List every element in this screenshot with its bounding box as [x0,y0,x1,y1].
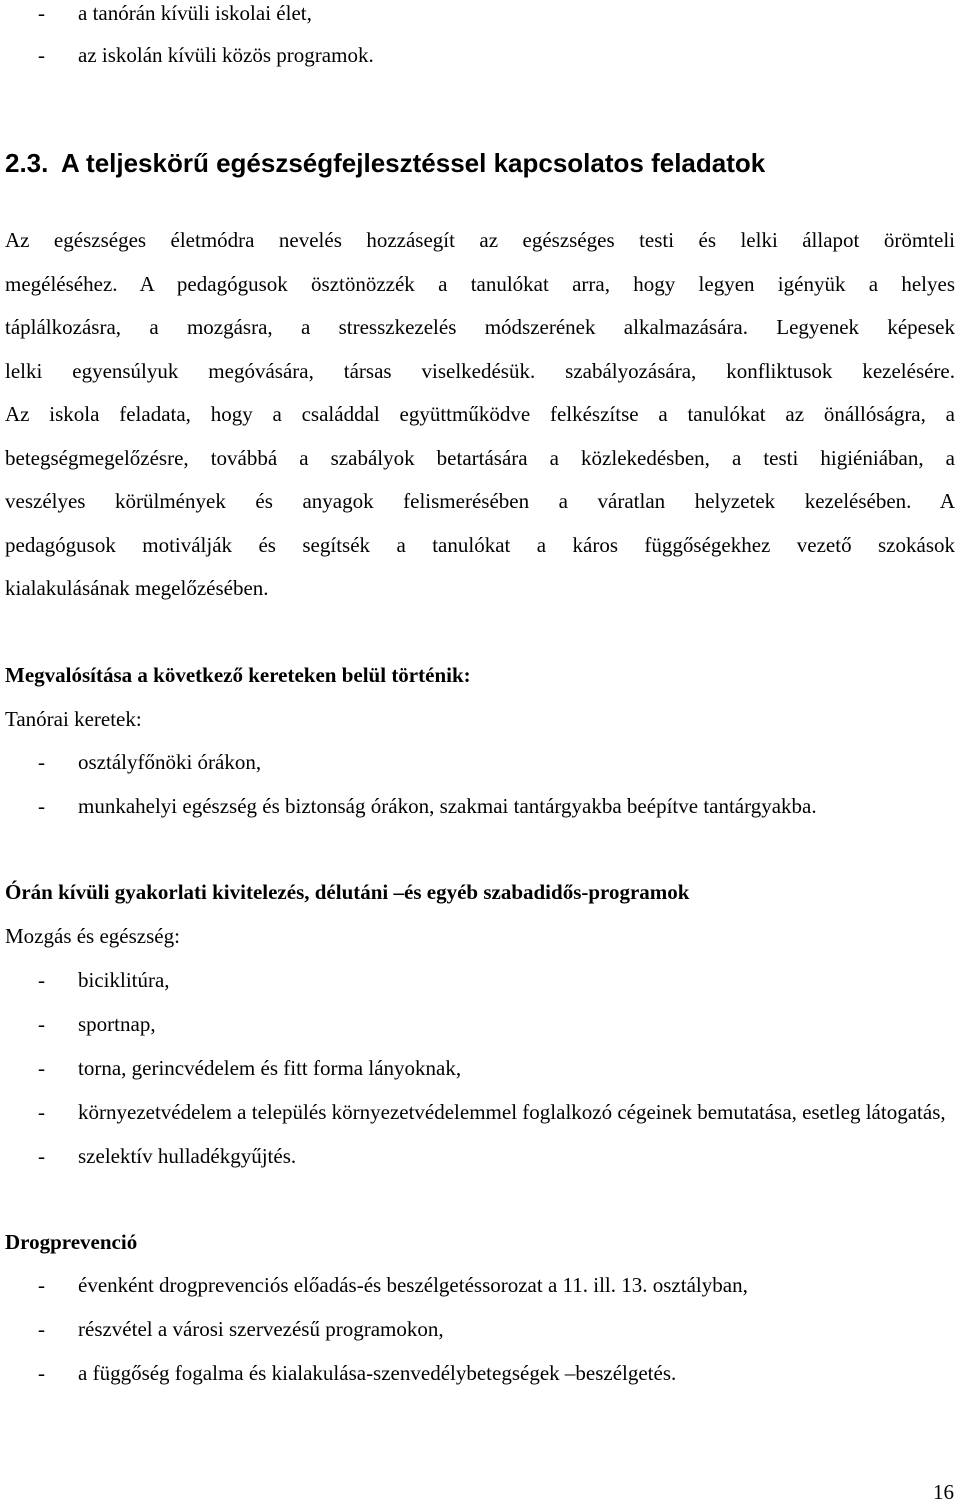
page-number: 16 [933,1480,954,1504]
list-dash: - [38,1012,45,1036]
paragraph-line: pedagógusok motiválják és segítsék a tanulókat a káros függőségekhez vezető szokások [5,533,955,557]
list-item [5,740,955,784]
list-item-text: osztályfőnöki órákon, [78,750,262,774]
list-item-text: részvétel a városi szervezésű programokon, [78,1317,444,1341]
list-item [5,784,955,828]
list-item-text: munkahelyi egészség és biztonság órákon, szakmai tantárgyakba beépítve tantárgyakba. [78,794,817,818]
list-item [5,1002,955,1046]
paragraph-line: lelki egyensúlyuk megóvására, társas viselkedésük. szabályozására, konfliktusok kezelésére. [5,359,955,383]
list-item-text: biciklitúra, [78,968,170,992]
list-item [5,1090,955,1134]
list-dash: - [38,1273,45,1297]
list-item [5,0,955,35]
extracurricular-subheading: Mozgás és egészség: [5,924,180,948]
paragraph-line: Az egészséges életmódra nevelés hozzásegít az egészséges testi és lelki állapot örömteli [5,228,955,252]
paragraph-line: veszélyes körülmények és anyagok felismerésében a váratlan helyzetek kezelésében. A [5,489,955,513]
list-dash: - [38,1317,45,1341]
list-item [5,1351,955,1395]
list-item-text: évenként drogprevenciós előadás-és beszélgetéssorozat a 11. ill. 13. osztályban, [78,1273,748,1297]
list-item [5,1046,955,1090]
section-number: 2.3. [5,148,49,178]
list-dash: - [38,1361,45,1385]
section-title: A teljeskörű egészségfejlesztéssel kapcsolatos feladatok [61,148,766,178]
extracurricular-heading-part2: –és egyéb szabadidős-programok [393,880,690,904]
list-item-text: a függőség fogalma és kialakulása-szenvedélybetegségek –beszélgetés. [78,1361,677,1385]
list-item-text: környezetvédelem a település környezetvédelemmel foglalkozó cégeinek bemutatása, esetleg látogatás, [78,1100,946,1124]
section-heading [5,141,765,185]
list-item-text: sportnap, [78,1012,156,1036]
extracurricular-heading-part1: Órán kívüli gyakorlati kivitelezés, délutáni [5,880,394,904]
list-item [5,1134,955,1178]
list-item-text: torna, gerincvédelem és fitt forma lányoknak, [78,1056,462,1080]
list-item-text: az iskolán kívüli közös programok. [78,43,374,67]
implementation-heading: Megvalósítása a következő kereteken belül történik: [5,663,471,687]
implementation-subheading: Tanórai keretek: [5,707,142,731]
list-item [5,1307,955,1351]
list-dash: - [38,968,45,992]
list-item [5,1263,955,1307]
list-dash: - [38,1100,45,1124]
list-dash: - [38,1144,45,1168]
list-item-text: szelektív hulladékgyűjtés. [78,1144,297,1168]
implementation-list [5,740,955,828]
extracurricular-list [5,958,955,1178]
paragraph-line: kialakulásának megelőzésében. [5,576,269,600]
list-dash: - [38,1,45,25]
list-item-text: a tanórán kívüli iskolai élet, [78,1,312,25]
list-dash: - [38,750,45,774]
paragraph-line: betegségmegelőzésre, továbbá a szabályok betartására a közlekedésben, a testi higiéniában, a [5,446,955,470]
paragraph-line: táplálkozásra, a mozgásra, a stresszkezelés módszerének alkalmazására. Legyenek képesek [5,315,955,339]
drug-prevention-heading: Drogprevenció [5,1230,138,1254]
list-dash: - [38,43,45,67]
paragraph-line: megéléséhez. A pedagógusok ösztönözzék a tanulókat arra, hogy legyen igényük a helyes [5,272,955,296]
list-dash: - [38,794,45,818]
paragraph-line: Az iskola feladata, hogy a családdal együttműködve felkészítse a tanulókat az önállóságra, a [5,402,955,426]
list-dash: - [38,1056,45,1080]
list-item [5,33,955,77]
extracurricular-heading [5,870,955,914]
drug-prevention-list [5,1263,955,1395]
list-item [5,958,955,1002]
